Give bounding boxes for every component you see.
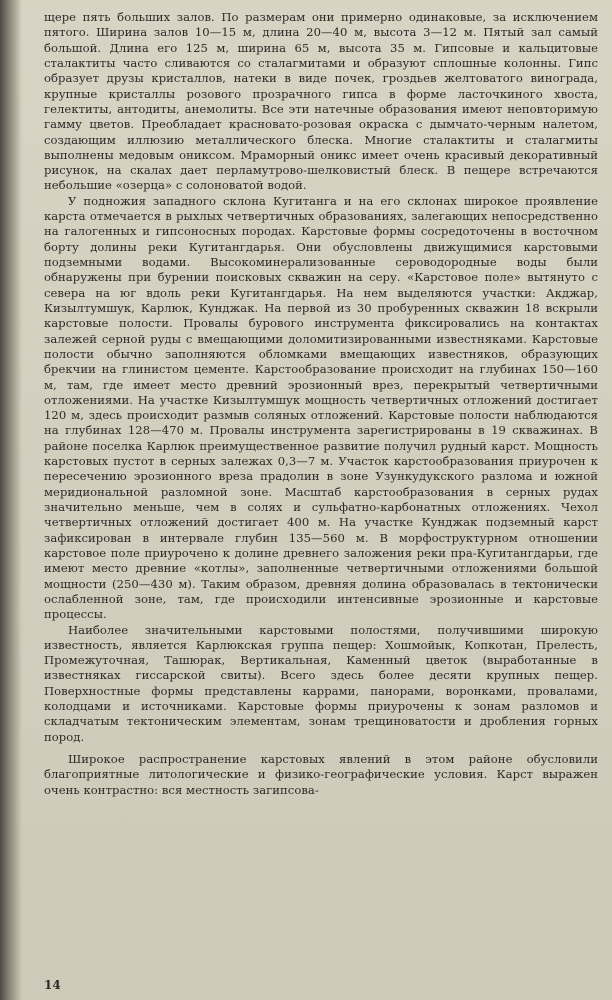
page-number: 14 [44,978,61,992]
paragraph-1: щере пять больших залов. По размерам они примерно одинаковые, за исключением пятого. Ширина залов 10—15 м, длина 20—40 м, высота 3—12 м. Пятый зал самый большой. Длина его 125 м, ширина 65 м, высота 35 м. Гипсовые и кальцитовые сталактиты часто сливаются со сталагмитами и образуют сплошные колонны. Гипс образует друзы кристаллов, натеки в виде почек, гроздьев желтоватого винограда, крупные кристаллы розового прозрачного гипса в форме ласточкиного хвоста, гелектиты, антодиты, анемолиты. Все эти натечные образования имеют неповторимую гамму цветов. Преобладает красновато-розовая окраска с дымчато-черным налетом, создающим иллюзию металлического блеска. Многие сталактиты и сталагмиты выполнены медовым ониксом. Мраморный оникс имеет очень красивый декоративный рисунок, на скалах дает перламутрово-шелковистый блеск. В пещере встречаются небольшие «озерца» с солоноватой водой. [44,10,598,193]
paragraph-3: Наиболее значительными карстовыми полостями, получившими широкую известность, является Карлюкская группа пещер: Хошмойык, Копкотан, Прелесть, Промежуточная, Ташюрак, Вертикальная, Каменный цветок (выработанные в известняках гиссарской свиты). Всего здесь более десяти крупных пещер. Поверхностные формы представлены каррами, панорами, воронками, провалами, колодцами и источниками. Карстовые формы приурочены к зонам разломов и складчатым тектоническим элементам, зонам трещиноватости и дробления горных пород. [44,622,598,744]
paragraph-2: У подножия западного склона Кугитанга и на его склонах широкое проявление карста отмечается в рыхлых четвертичных образованиях, залегающих непосредственно на галогенных и гипсоносных породах. Карстовые формы сосредоточены в восточном борту долины реки Кугитангдарья. Они обусловлены движущимися карстовыми подземными водами. Высокоминерализованные сероводородные воды были обнаружены при бурении поисковых скважин на серу. «Карстовое поле» вытянуто с севера на юг вдоль реки Кугитангдарья. На нем выделяются участки: Акджар, Кизылтумшук, Карлюк, Кунджак. На первой из 30 пробуренных скважин 18 вскрыли карстовые полости. Провалы бурового инструмента фиксировались на контактах залежей серной руды с вмещающими доломитизированными известняками. Карстовые полости обычно заполняются обломками вмещающих известняков, образующих брекчии на глинистом цементе. Карстообразование происходит на глубинах 150—160 м, там, где имеет место древний эрозионный врез, перекрытый четвертичными отложениями. На участке Кизылтумшук мощность четвертичных отложений достигает 120 м, здесь происходит размыв соляных отложений. Карстовые полости наблюдаются на глубинах 128—470 м. Провалы инструмента зарегистрированы в 19 скважинах. В районе поселка Карлюк преимущественное развитие получил рудный карст. Мощность карстовых пустот в серных залежах 0,3—7 м. Участок карстообразования приурочен к пересечению эрозионного вреза прадолин в зоне Узункудукского разлома и южной меридиональной разломной зоне. Масштаб карстообразования в серных рудах значительно меньше, чем в солях и сульфатно-карбонатных отложениях. Чехол четвертичных отложений достигает 400 м. На участке Кунджак подземный карст зафиксирован в интервале глубин 135—560 м. В морфоструктурном отношении карстовое поле приурочено к долине древнего заложения реки пра-Кугитангдарьи, где имеют место древние «котлы», заполненные четвертичными отложениями большой мощности (250—430 м). Таким образом, древняя долина образовалась в тектонически ослабленной зоне, там, где происходили интенсивные эрозионные и карстовые процессы. [44,193,598,622]
paragraph-gap [44,745,598,752]
binding-shadow [0,0,22,1000]
paragraph-4: Широкое распространение карстовых явлений в этом районе обусловили благоприятные литологические и физико-географические условия. Карст выражен очень контрастно: вся местность загипсова- [44,752,598,797]
